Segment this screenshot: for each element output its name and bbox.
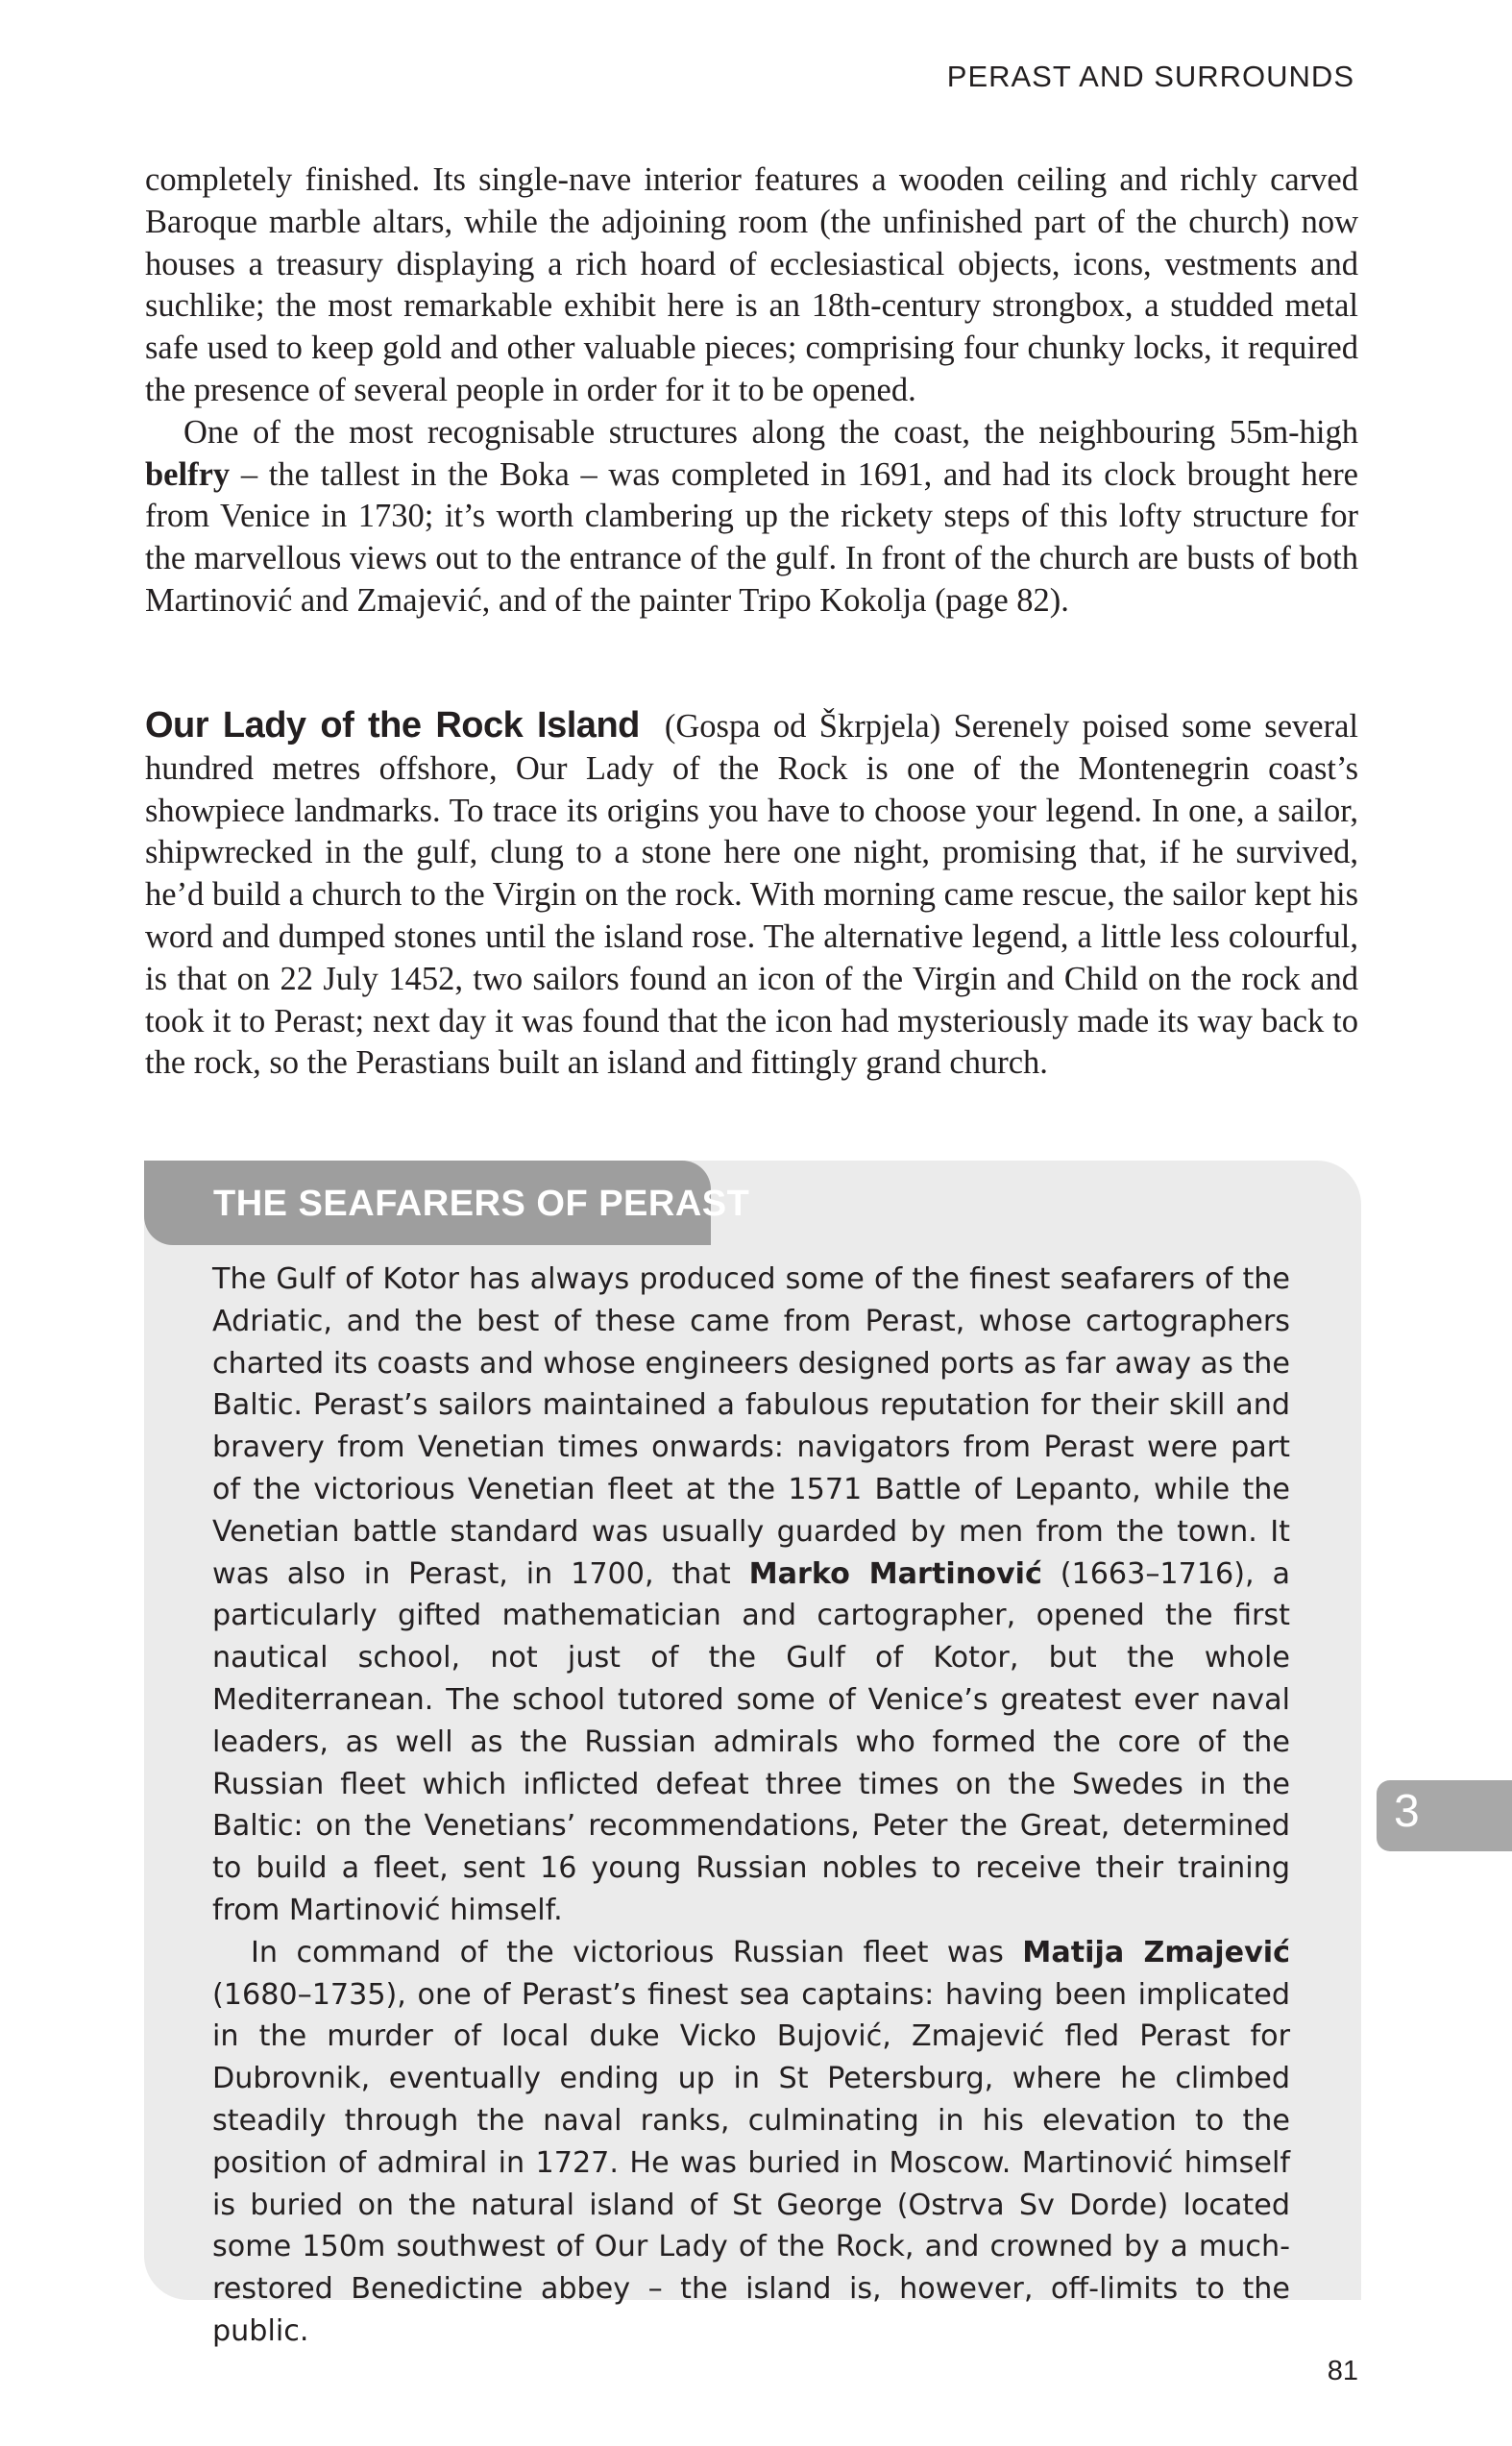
text-run: – the tallest in the Boka – was completed in 1691, and had its clock brought here from Venice in 1730; it’s worth clambering up the rickety steps of this lofty structure for the marvellous views out to the entrance of the gulf. In front of the church are busts of both Martinović and Zmajević, and of the painter Tripo Kokolja (page 82). (145, 455, 1358, 619)
running-head: PERAST AND SURROUNDS (946, 60, 1354, 93)
sidebar-box-text (212, 1259, 1290, 2353)
text-run: The Gulf of Kotor has always produced some of the finest seafarers of the Adriatic, and the best of these came from Perast, whose cartographers charted its coasts and whose engineers designed ports as far away as the Baltic. Perast’s sailors maintained a fabulous reputation for their skill and bravery from Venetian times onwards: navigators from Perast were part of the victorious Venetian fleet at the 1571 Battle of Lepanto, while the Venetian battle standard was usually guarded by men from the town. It was also in Perast, in 1700, that (212, 1262, 1290, 1591)
paragraph (145, 412, 1358, 623)
bold-name-matija-zmajevic: Matija Zmajević (1022, 1935, 1290, 1969)
paragraph (212, 1932, 1290, 2353)
bold-name-marko-martinovic: Marko Martinović (748, 1556, 1042, 1591)
text-run: In command of the victorious Russian fleet was (251, 1935, 1023, 1969)
sidebar-box-title: THE SEAFARERS OF PERAST (213, 1184, 750, 1224)
paragraph (212, 1259, 1290, 1932)
section-heading: Our Lady of the Rock Island (145, 705, 640, 746)
page-number: 81 (1327, 2356, 1358, 2386)
text-run: One of the most recognisable structures along the coast, the neighbouring 55m-high (183, 413, 1358, 451)
paragraph: completely finished. Its single-nave interior features a wooden ceiling and richly carved Baroque marble altars, while the adjoining room (the unfinished part of the church) now houses a treasury displaying a rich hoard of ecclesiastical objects, icons, vestments and suchlike; the most remarkable exhibit here is an 18th-century strongbox, a studded metal safe used to keep gold and other valuable pieces; comprising four chunky locks, it required the presence of several people in order for it to be opened. (145, 161, 1358, 408)
bold-term-belfry: belfry (145, 455, 231, 493)
section-text: (Gospa od Škrpjela) Serenely poised some several hundred metres offshore, Our Lady of the Rock is one of the Montenegrin coast’s showpiece landmarks. To trace its origins you have to choose your legend. In one, a sailor, shipwrecked in the gulf, clung to a stone here one night, promising that, if he survived, he’d build a church to the Virgin on the rock. With morning came rescue, the sailor kept his word and dumped stones until the island rose. The alternative legend, a little less colourful, is that on 22 July 1452, two sailors found an icon of the Virgin and Child on the rock and took it to Perast; next day it was found that the icon had mysteriously made its way back to the rock, so the Perastians built an island and fittingly grand church. (145, 708, 1358, 1082)
paragraph (145, 705, 1358, 1085)
main-text-block (145, 159, 1358, 623)
text-run: (1663–1716), a particularly gifted mathematician and cartographer, opened the first nautical school, not just of the Gulf of Kotor, but the whole Mediterranean. The school tutored some of Venice’s greatest ever naval leaders, as well as the Russian admirals who formed the core of the Russian fleet which inflicted defeat three times on the Swedes in the Baltic: on the Venetians’ recommendations, Peter the Great, determined to build a fleet, sent 16 young Russian nobles to receive their training from Martinović himself. (212, 1556, 1290, 1927)
text-run: (1680–1735), one of Perast’s finest sea captains: having been implicated in the murder of local duke Vicko Bujović, Zmajević fled Perast for Dubrovnik, eventually ending up in St Petersburg, where he climbed steadily through the naval ranks, culminating in his elevation to the position of admiral in 1727. He was buried in Moscow. Martinović himself is buried on the natural island of St George (Ostrva Sv Dorde) located some 150m southwest of Our Lady of the Rock, and crowned by a much-restored Benedictine abbey – the island is, however, off-limits to the public. (212, 1977, 1290, 2348)
section-our-lady-of-the-rock (145, 705, 1358, 1085)
chapter-number: 3 (1394, 1786, 1420, 1837)
